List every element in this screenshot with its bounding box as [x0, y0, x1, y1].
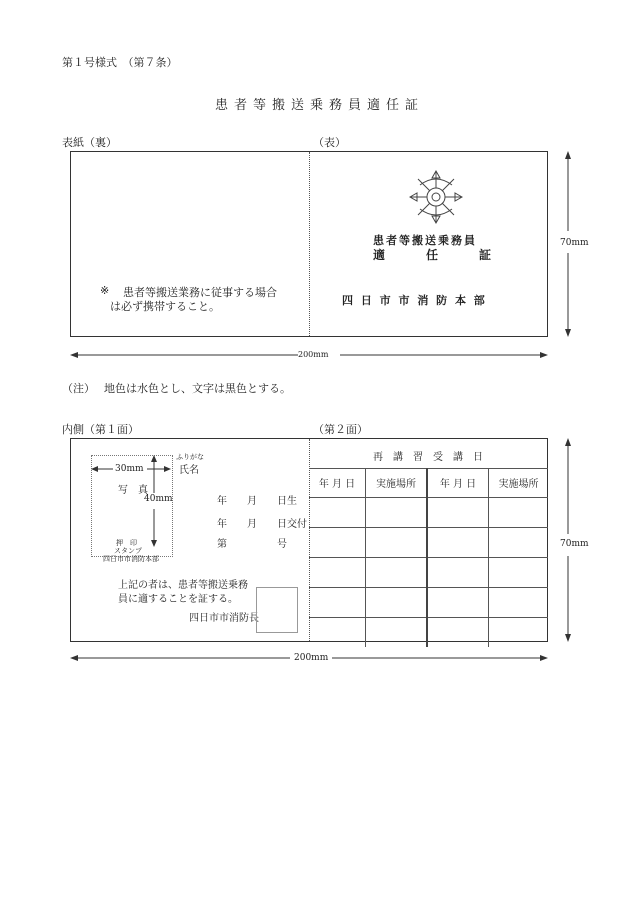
- table-cell: [309, 588, 366, 618]
- card-title-line1: 患者等搬送乗務員: [373, 234, 477, 247]
- table-cell: [427, 618, 489, 648]
- table-cell: [489, 618, 549, 648]
- table-cell: [489, 498, 549, 528]
- back-cover-label: 表紙（裏）: [62, 136, 117, 149]
- col-header-place: 実施場所: [366, 468, 428, 498]
- card-title-char: 証: [478, 248, 491, 262]
- table-row: [309, 558, 548, 588]
- table-cell: [489, 588, 549, 618]
- birth-date-field: 年 月 日生: [217, 496, 297, 507]
- fire-department-emblem-icon: [407, 168, 465, 226]
- outer-width-label: 200mm: [298, 350, 329, 359]
- certification-line1: 上記の者は、患者等搬送乗務: [118, 580, 248, 591]
- photo-height-label: 40mm: [144, 494, 173, 504]
- table-cell: [309, 618, 366, 648]
- table-cell: [427, 558, 489, 588]
- table-cell: [366, 498, 428, 528]
- remark: （注） 地色は水色とし、文字は黒色とする。: [62, 382, 291, 395]
- inner-side2-label: （第２面）: [313, 423, 368, 436]
- document-title: 患者等搬送乗務員適任証: [215, 98, 425, 113]
- certificate-number-field: 第 号: [217, 539, 287, 550]
- stamp-line1: 押 印: [116, 539, 137, 547]
- furigana-label: ふりがな: [176, 453, 204, 461]
- table-cell: [427, 588, 489, 618]
- table-cell: [427, 528, 489, 558]
- table-cell: [427, 498, 489, 528]
- col-header-date: 年 月 日: [427, 468, 489, 498]
- col-header-date: 年 月 日: [309, 468, 366, 498]
- front-cover-label: （表）: [313, 136, 346, 149]
- outer-height-label: 70mm: [560, 238, 589, 248]
- photo-label: 写 真: [118, 485, 148, 496]
- table-cell: [309, 498, 366, 528]
- inner-height-label: 70mm: [560, 539, 589, 549]
- table-cell: [366, 558, 428, 588]
- table-cell: [489, 558, 549, 588]
- note-mark: ※: [100, 284, 110, 297]
- note-line2: は必ず携帯すること。: [110, 300, 220, 313]
- table-cell: [309, 558, 366, 588]
- table-row: [309, 618, 548, 648]
- table-cell: [366, 588, 428, 618]
- table-row: [309, 588, 548, 618]
- issuer-name: 四 日 市 市 消 防 本 部: [342, 294, 487, 307]
- inner-width-label: 200mm: [294, 653, 329, 663]
- form-number: 第１号様式 （第７条）: [62, 56, 178, 69]
- outer-card-fold-line: [309, 152, 310, 336]
- retraining-table-title: 再 講 習 受 講 日: [373, 452, 483, 463]
- card-title-char: 適: [373, 248, 386, 262]
- stamp-line3: 四日市市消防本部: [103, 555, 159, 563]
- table-row: [309, 498, 548, 528]
- stamp-line2: スタンプ: [114, 547, 142, 555]
- table-cell: [309, 528, 366, 558]
- col-header-place: 実施場所: [489, 468, 549, 498]
- photo-width-label: 30mm: [115, 464, 144, 474]
- table-cell: [366, 618, 428, 648]
- official-seal-box: [256, 587, 298, 633]
- name-label: 氏名: [179, 465, 199, 476]
- fire-chief-signature: 四日市市消防長: [189, 613, 259, 624]
- table-header-row: [309, 468, 548, 498]
- retraining-table: [309, 468, 548, 647]
- table-cell: [366, 528, 428, 558]
- card-title-char: 任: [425, 248, 438, 262]
- certification-line2: 員に適することを証する。: [118, 594, 238, 605]
- inner-side1-label: 内側（第１面）: [62, 423, 139, 436]
- note-line1: 患者等搬送業務に従事する場合: [123, 286, 277, 299]
- issue-date-field: 年 月 日交付: [217, 519, 307, 530]
- table-cell: [489, 528, 549, 558]
- card-title-line2: [373, 246, 491, 263]
- table-row: [309, 528, 548, 558]
